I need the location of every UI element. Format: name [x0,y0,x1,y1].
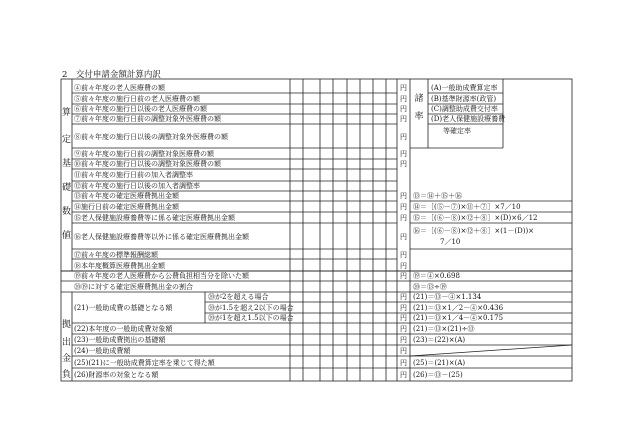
basis-row-label: ⑧前々年度の施行日以後の調整対象外医療費の額 [74,133,228,141]
basis-row-label: ④前々年度の老人医療費の額 [74,84,165,92]
unit-yen: 円 [400,160,407,168]
contrib-row-label: (26)財源率の対象となる額 [74,371,159,379]
formula: ⑬＝⑭＋⑮＋⑯ [413,192,462,200]
basis-row-label: ⑬前々年度の確定医療費拠出金額 [74,192,179,200]
unit-yen: 円 [400,84,407,92]
side-label-char: 算 [61,108,72,118]
case-label: ⑳が1.5を超え2以下の場合 [208,304,294,312]
basis-row-label: ⑰前々年度の標準報酬総額 [74,251,158,259]
formula: (26)＝⑬－(25) [413,371,463,379]
unit-yen: 円 [400,262,407,270]
basis-row-label: ⑪前々年度の施行日前の加入者調整率 [74,171,193,179]
unit-yen: 円 [400,293,407,301]
unit-yen: 円 [400,150,407,158]
formula: (21)＝⑬×1／2－④×0.436 [413,304,504,312]
contrib-row-label: (21)一般助成費の基礎となる額 [74,304,173,312]
rate-label: (B)基準財源率(政管) [431,95,497,103]
document-title: 2 交付申請金額計算内訳 [62,70,161,80]
unit-yen: 円 [400,233,407,241]
unit-yen: 円 [400,192,407,200]
unit-yen: 円 [400,359,407,367]
unit-yen: 円 [400,347,407,355]
formula: ⑮＝［(⑥－⑧)×⑫＋⑧］×(D)×6／12 [413,214,538,222]
side-label-char: 拠 [61,320,72,330]
unit-yen: 円 [400,95,407,103]
side-label-char: 金 [61,354,72,364]
rate-label: (D)老人保健施設療養費 [431,115,506,123]
basis-row-label: ⑭施行日前の確定医療費拠出金額 [74,203,179,211]
contrib-row-label: (22)本年度の一般助成費対象額 [74,325,173,333]
unit-yen: 円 [400,203,407,211]
formula: (21)＝⑬－④×1.134 [413,293,482,301]
rate-label: (C)調整助成費交付率 [431,105,498,113]
unit-yen: 円 [400,251,407,259]
basis-row-label: ⑮老人保健施設療養費等に係る確定医療費拠出金額 [74,214,235,222]
basis-row-label: ⑨前々年度の施行日前の調整対象医療費の額 [74,150,214,158]
unit-yen: 円 [400,371,407,379]
side-label-char: 値 [61,231,72,241]
basis-row-label: ⑥前々年度の施行日以後の老人医療費の額 [74,105,207,113]
rate-side-char: 率 [414,112,424,122]
unit-yen: 円 [400,133,407,141]
basis-row-label: ⑱本年度概算医療費拠出金額 [74,262,165,270]
basis-row-label: ⑯老人保健施設療養費等以外に係る確定医療費拠出金額 [74,233,249,241]
side-label-char: 数 [61,207,72,217]
contrib-row-label: ⑲前々年度の老人医療費から公費負担相当分を除いた額 [74,272,249,280]
rate-label: (A)一般助成費算定率 [431,84,498,92]
unit-yen: 円 [400,272,407,280]
basis-row-label: ⑫前々年度の施行日以後の加入者調整率 [74,182,200,190]
basis-row-label: ⑦前々年度の施行日前の調整対象外医療費の額 [74,115,221,123]
formula: ⑳＝⑬÷⑲ [413,283,447,291]
formula: (25)＝(21)×(A) [413,359,466,367]
contrib-row-label: ⑳⑲に対する確定医療費拠出金の割合 [74,283,193,291]
unit-yen: 円 [400,336,407,344]
unit-yen: 円 [400,214,407,222]
rate-side-char: 諸 [414,94,424,104]
contrib-row-label: (23)一般助成費拠出の基礎額 [74,336,166,344]
formula: ⑭＝［(⑤－⑦)×⑪＋⑦］×7／10 [413,203,521,211]
formula: (21)＝⑬×(21)÷⑬ [413,325,475,333]
side-label-char: 礎 [61,183,72,193]
unit-yen: 円 [400,115,407,123]
side-label-char: 出 [61,338,72,348]
side-label-char: 基 [61,159,72,169]
formula: (21)＝⑬×1／4－④×0.175 [413,314,504,322]
formula: (23)＝(22)×(A) [413,336,466,344]
unit-yen: 円 [400,105,407,113]
unit-yen: 円 [400,314,407,322]
side-label-char: 負 [61,370,72,380]
basis-row-label: ⑤前々年度の施行日前の老人医療費の額 [74,95,200,103]
basis-row-label: ⑩前々年度の施行日以後の調整対象医療費の額 [74,160,221,168]
rate-label: 等確定率 [443,127,471,135]
side-label-char: 定 [61,135,72,145]
unit-yen: 円 [400,304,407,312]
formula: ⑲＝④×0.698 [413,272,460,280]
formula: 7／10 [440,238,461,246]
case-label: ⑳が1を超え1.5以下の場合 [208,314,294,322]
formula: ⑯＝［(⑥－⑧)×⑫＋⑧］×(1－(D))× [413,227,535,235]
unit-yen: 円 [400,325,407,333]
contrib-row-label: (25)(21)に一般助成費算定率を乗じて得た額 [74,359,215,367]
case-label: ⑳が2を超える場合 [208,293,269,301]
contrib-row-label: (24)一般助成費額 [74,347,131,355]
